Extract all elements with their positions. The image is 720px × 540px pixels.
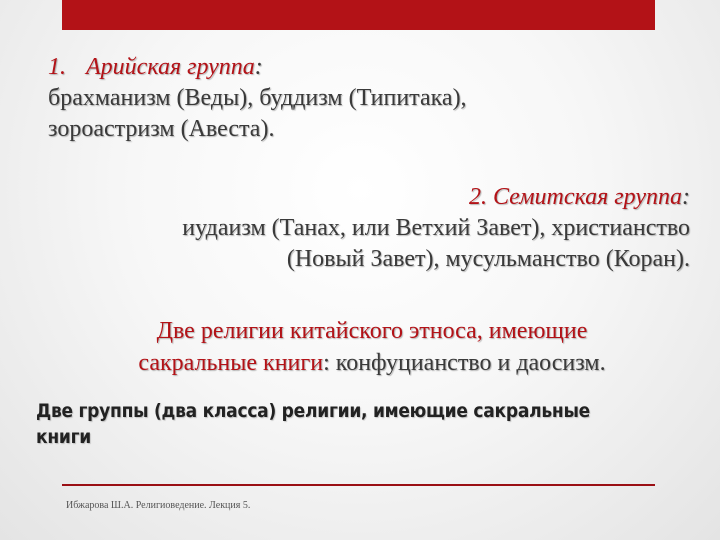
aryan-group-heading	[48, 52, 648, 83]
slide-title: Две группы (два класса) религии, имеющие сакральные книги	[36, 400, 590, 448]
aryan-group-number: 1.	[48, 54, 66, 80]
top-accent-bar	[62, 0, 655, 30]
semitic-group-title: 2. Семитская группа	[468, 184, 682, 210]
semitic-group-colon: :	[682, 184, 690, 210]
sacred-books-phrase: сакральные книги	[138, 350, 324, 376]
chinese-religions-names: : конфуцианство и даосизм.	[323, 350, 606, 376]
semitic-group-heading	[80, 182, 694, 213]
chinese-religions-line-2	[62, 347, 682, 379]
footer-credit: Ибжарова Ш.А. Религиоведение. Лекция 5.	[66, 500, 251, 511]
aryan-group-block	[48, 52, 648, 145]
chinese-religions-line-1: Две религии китайского этноса, имеющие	[156, 318, 588, 344]
footer-divider	[62, 484, 655, 486]
chinese-religions-block	[62, 315, 682, 379]
semitic-group-line-1: иудаизм (Танах, или Ветхий Завет), христианство	[182, 215, 690, 241]
aryan-group-line-2: зороастризм (Авеста).	[48, 116, 275, 142]
semitic-group-block	[80, 182, 694, 275]
aryan-group-line-1: брахманизм (Веды), буддизм (Типитака),	[48, 85, 467, 111]
aryan-group-title: Арийская группа	[86, 54, 255, 80]
aryan-group-colon: :	[254, 54, 263, 80]
semitic-group-line-2: (Новый Завет), мусульманство (Коран).	[286, 246, 690, 272]
